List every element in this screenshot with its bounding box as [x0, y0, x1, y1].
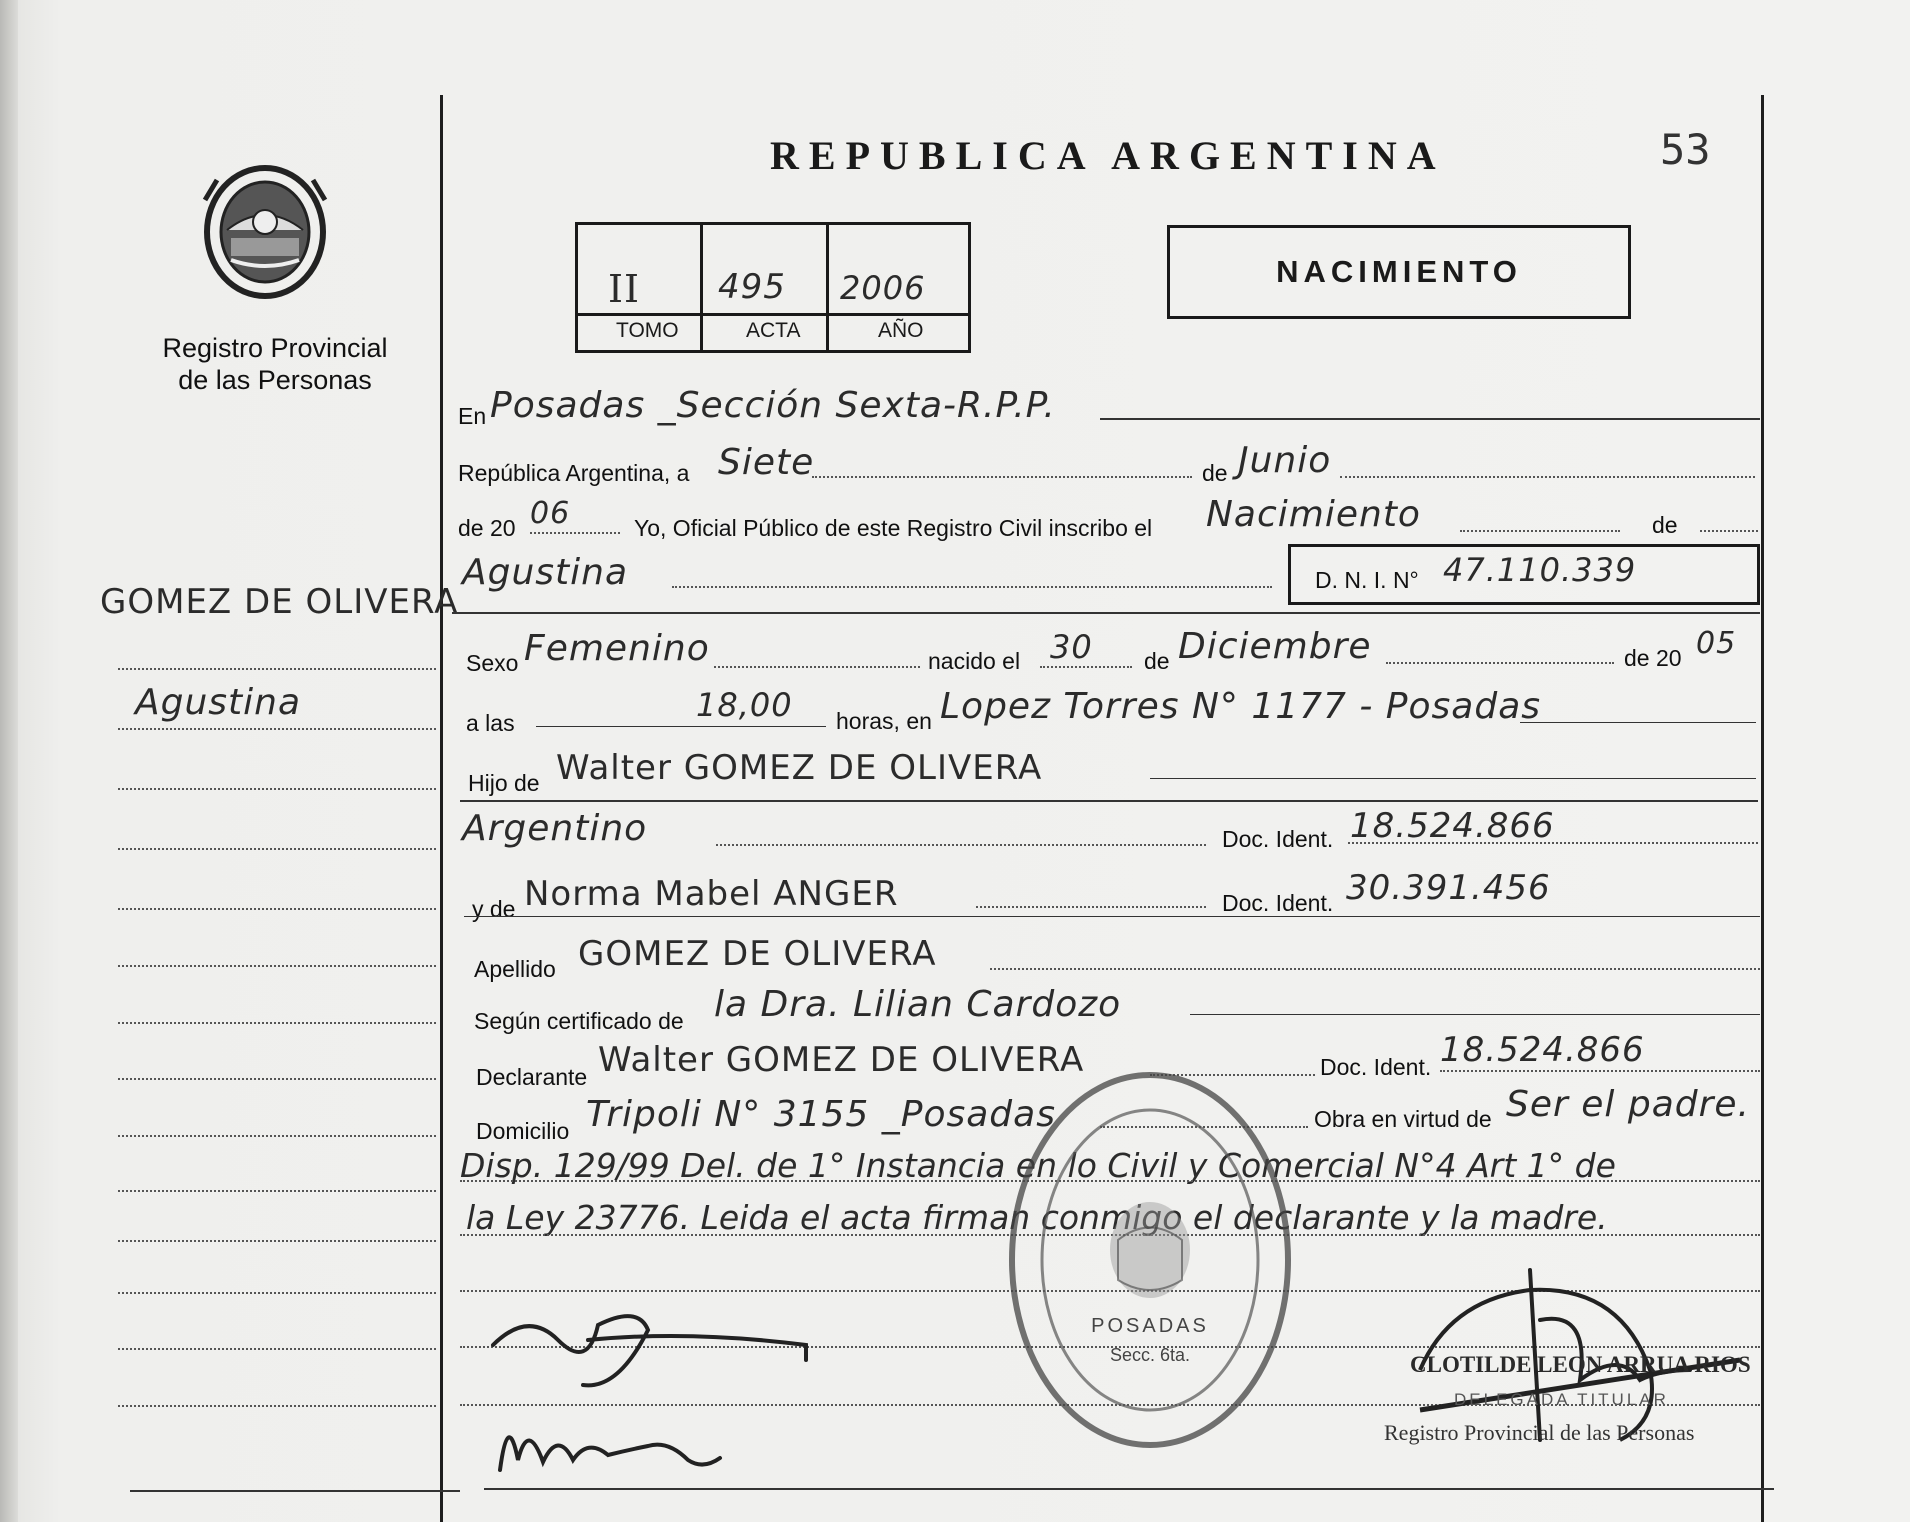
de20-label-2: de 20	[1624, 645, 1682, 671]
obra-value: Ser el padre.	[1506, 1084, 1750, 1125]
official-title: DELEGADA TITULAR	[1454, 1390, 1669, 1409]
nationality-line	[716, 844, 1206, 846]
box-divider-1	[700, 225, 703, 350]
en-label: En	[458, 403, 487, 429]
birth-month-line	[1386, 662, 1614, 664]
en-line	[1100, 418, 1760, 420]
official-name: CLOTILDE LEON ARRUA RIOS	[1410, 1352, 1751, 1377]
father-doc: 18.524.866	[1350, 806, 1555, 846]
name-line	[672, 586, 1272, 588]
month-line	[1340, 476, 1755, 478]
margin-line	[118, 728, 436, 730]
section-rule-2	[460, 800, 1758, 802]
bottom-rule	[484, 1488, 1774, 1490]
nacido-label: nacido el	[928, 648, 1021, 674]
birth-year: 05	[1696, 626, 1737, 661]
declarante-value: Walter GOMEZ DE OLIVERA	[598, 1040, 1085, 1080]
tomo-value: II	[608, 267, 641, 311]
margin-line	[118, 848, 436, 850]
margin-line	[118, 1405, 436, 1407]
margin-line	[118, 1292, 436, 1294]
round-stamp-city: POSADAS	[1091, 1315, 1209, 1337]
margin-bottom-rule	[130, 1490, 460, 1492]
month-value: Junio	[1238, 440, 1332, 481]
de-label-3: de	[1144, 648, 1170, 674]
father-nationality: Argentino	[462, 808, 648, 849]
oficial-label: Yo, Oficial Público de este Registro Civil inscribo el	[634, 515, 1153, 541]
coat-of-arms-seal	[195, 160, 335, 310]
alas-label: a las	[466, 710, 515, 736]
sheet-edge	[0, 0, 18, 1522]
place-line	[1520, 722, 1756, 723]
registry-line-1: Registro Provincial	[162, 333, 388, 363]
margin-line	[118, 1348, 436, 1350]
section-rule-3	[464, 916, 1760, 917]
dni-box	[1288, 544, 1760, 605]
anio-value: 2006	[840, 269, 926, 307]
mother-doc: 30.391.456	[1346, 868, 1551, 908]
margin-line	[118, 1078, 436, 1080]
year-value: 06	[530, 496, 571, 531]
margin-line	[118, 668, 436, 670]
margin-line	[118, 965, 436, 967]
hour-line	[536, 726, 826, 727]
round-stamp	[1000, 1065, 1300, 1455]
father-line	[1150, 778, 1756, 779]
de-label-2: de	[1652, 512, 1678, 538]
margin-line	[118, 1135, 436, 1137]
margin-line	[118, 1022, 436, 1024]
inscribo-value: Nacimiento	[1206, 494, 1421, 535]
box-divider-2	[826, 225, 829, 350]
apellido-value: GOMEZ DE OLIVERA	[578, 934, 937, 974]
birth-day: 30	[1050, 628, 1093, 666]
yde-label: y de	[472, 896, 516, 922]
page-title: REPUBLICA ARGENTINA	[770, 133, 1446, 178]
mother-line	[976, 906, 1206, 908]
margin-given-name: Agustina	[135, 682, 302, 723]
tomo-label: TOMO	[616, 319, 679, 342]
declarant-signature	[488, 1300, 818, 1400]
de-line	[1700, 530, 1758, 532]
record-type-label: NACIMIENTO	[1276, 254, 1522, 289]
domicilio-label: Domicilio	[476, 1118, 570, 1144]
father-doc-line	[1348, 842, 1758, 844]
margin-line	[118, 1240, 436, 1242]
declarante-label: Declarante	[476, 1064, 588, 1090]
place-value: Lopez Torres N° 1177 - Posadas	[940, 686, 1542, 727]
hijo-label: Hijo de	[468, 770, 540, 796]
registry-line-2: de las Personas	[178, 365, 372, 395]
record-number-box	[575, 222, 971, 353]
republica-label: República Argentina, a	[458, 460, 690, 486]
doc-label-3: Doc. Ident.	[1320, 1054, 1432, 1080]
page-number: 53	[1660, 125, 1711, 174]
apellido-line	[990, 968, 1760, 970]
obra-label: Obra en virtud de	[1314, 1106, 1492, 1132]
sexo-label: Sexo	[466, 650, 519, 676]
margin-surname: GOMEZ DE OLIVERA	[100, 582, 459, 622]
left-column-divider	[440, 95, 443, 1522]
en-value: Posadas _Sección Sexta-R.P.P.	[490, 385, 1056, 426]
dni-value: 47.110.339	[1443, 551, 1637, 589]
declarante-doc-line	[1440, 1070, 1760, 1072]
margin-line	[118, 908, 436, 910]
sexo-value: Femenino	[524, 628, 710, 669]
official-org: Registro Provincial de las Personas	[1384, 1420, 1695, 1445]
margin-line	[118, 1190, 436, 1192]
apellido-label: Apellido	[474, 956, 556, 982]
hour-value: 18,00	[696, 686, 793, 724]
section-rule-1	[452, 612, 1760, 614]
note-line-1: Disp. 129/99 Del. de 1° Instancia en lo Civil y Comercial N°4 Art 1° de	[460, 1146, 1616, 1185]
year-line	[530, 532, 620, 534]
domicilio-value: Tripoli N° 3155 _Posadas	[586, 1094, 1056, 1135]
anio-label: AÑO	[878, 319, 924, 342]
certificado-line	[1190, 1014, 1760, 1015]
round-stamp-sub: Secc. 6ta.	[1109, 1345, 1191, 1365]
mother-value: Norma Mabel ANGER	[524, 874, 899, 914]
box-hrule	[578, 313, 968, 316]
acta-value: 495	[718, 267, 786, 307]
segun-label: Según certificado de	[474, 1008, 684, 1034]
declarante-doc: 18.524.866	[1440, 1030, 1645, 1070]
sexo-line	[714, 666, 920, 668]
inscribo-line	[1460, 530, 1620, 532]
father-value: Walter GOMEZ DE OLIVERA	[556, 748, 1043, 788]
de-label: de	[1202, 460, 1228, 486]
horas-label: horas, en	[836, 708, 932, 734]
dni-label: D. N. I. N°	[1315, 567, 1419, 593]
margin-line	[118, 788, 436, 790]
mother-signature	[488, 1400, 728, 1480]
certificado-value: la Dra. Lilian Cardozo	[714, 984, 1122, 1025]
note-line-2: la Ley 23776. Leida el acta firman conmigo el declarante y la madre.	[466, 1198, 1608, 1237]
doc-label: Doc. Ident.	[1222, 826, 1334, 852]
birth-month: Diciembre	[1178, 626, 1372, 667]
de20-label: de 20	[458, 515, 516, 541]
name-value: Agustina	[462, 552, 629, 593]
registry-name	[130, 332, 420, 396]
birth-day-line	[1040, 666, 1132, 668]
doc-label-2: Doc. Ident.	[1222, 890, 1334, 916]
day-value: Siete	[718, 442, 815, 483]
record-type-box	[1167, 225, 1631, 319]
day-line	[812, 476, 1192, 478]
acta-label: ACTA	[746, 319, 801, 342]
